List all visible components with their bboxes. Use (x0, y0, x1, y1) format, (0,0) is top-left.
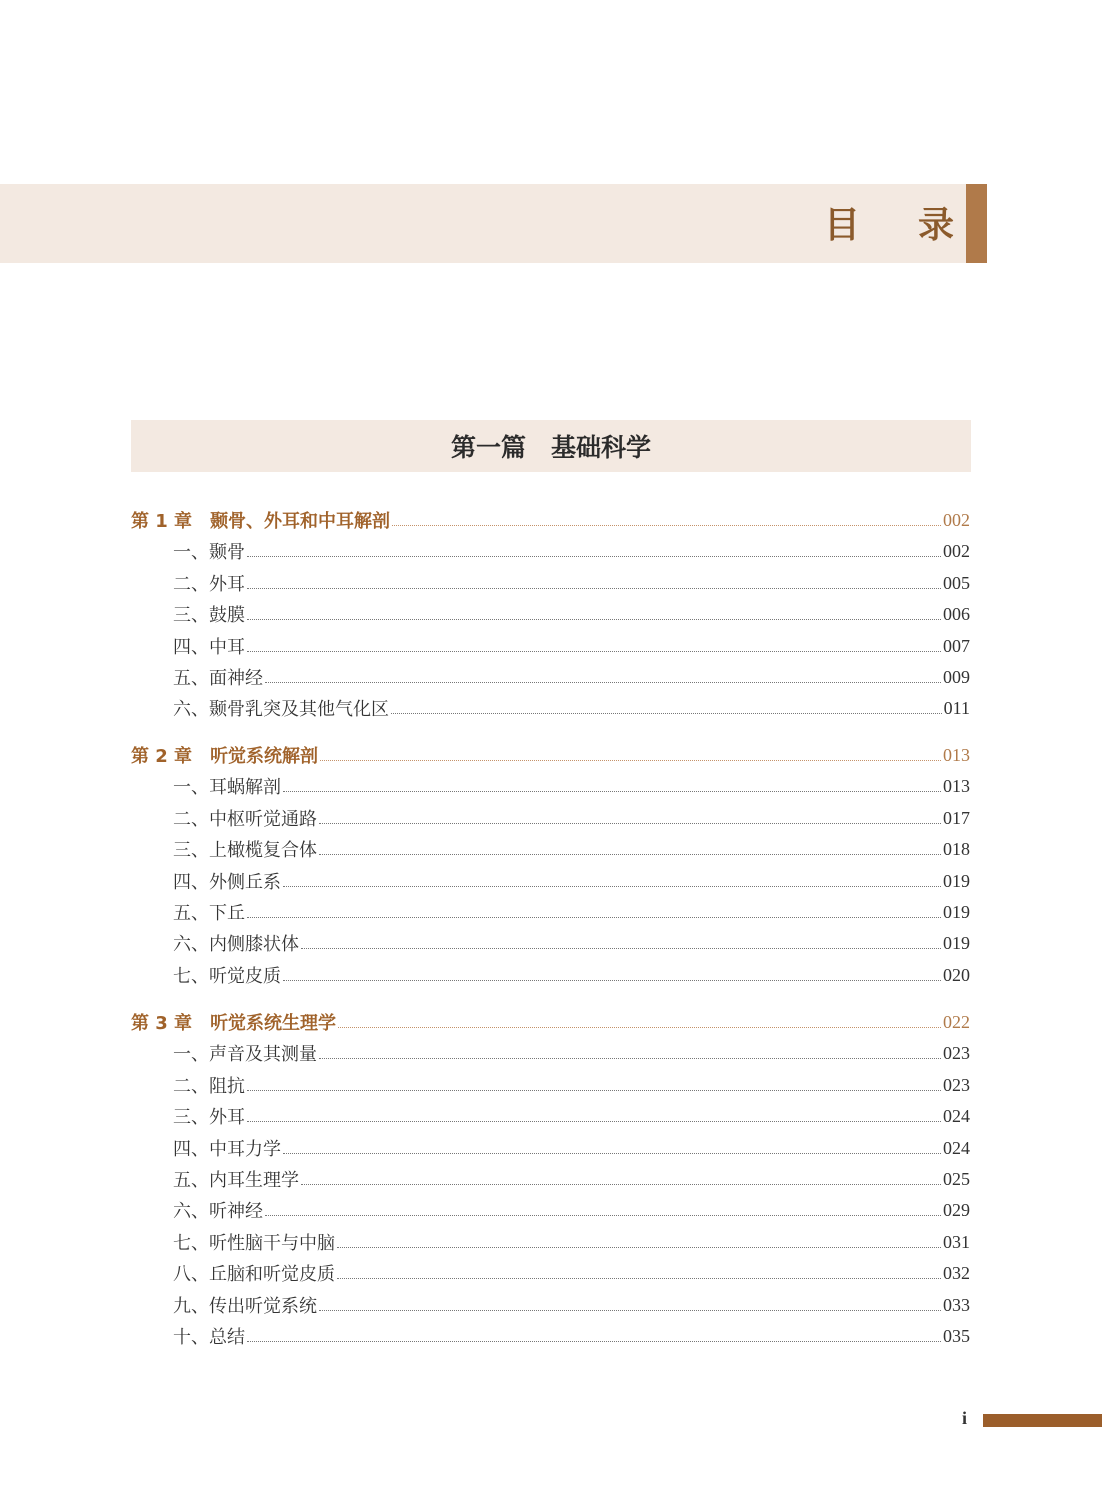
toc-section-entry[interactable] (173, 1072, 970, 1098)
toc-section-entry[interactable] (173, 1292, 970, 1318)
dot-leader (319, 823, 941, 824)
toc-section-entry[interactable] (173, 570, 970, 596)
toc-section-entry[interactable] (173, 1040, 970, 1066)
dot-leader (301, 1184, 941, 1185)
toc-section-entry[interactable] (173, 633, 970, 659)
section-page-number: 032 (943, 1262, 970, 1283)
dot-leader (391, 713, 942, 714)
dot-leader (247, 651, 941, 652)
section-page-number: 011 (943, 697, 970, 718)
dot-leader (301, 948, 941, 949)
chapter-label (131, 1009, 336, 1035)
section-title: 六、听神经 (173, 1201, 263, 1222)
dot-leader (319, 1310, 941, 1311)
footer-accent-bar (983, 1414, 1102, 1427)
chapter-title: 听觉系统生理学 (210, 1013, 337, 1034)
dot-leader (247, 588, 941, 589)
section-title: 二、阻抗 (173, 1076, 245, 1097)
section-page-number: 035 (943, 1325, 970, 1346)
section-title: 五、面神经 (173, 668, 263, 689)
section-page-number: 024 (943, 1137, 970, 1158)
chapter-page-number: 013 (943, 744, 970, 765)
section-title: 七、听觉皮质 (173, 966, 281, 987)
section-title: 五、内耳生理学 (173, 1170, 299, 1191)
dot-leader (247, 619, 941, 620)
dot-leader (283, 1153, 941, 1154)
section-title: 三、上橄榄复合体 (173, 840, 317, 861)
section-title: 九、传出听觉系统 (173, 1296, 317, 1317)
dot-leader (283, 886, 941, 887)
section-page-number: 013 (943, 775, 970, 796)
toc-section-entry[interactable] (173, 538, 970, 564)
toc-section-entry[interactable] (173, 664, 970, 690)
chapter-label (131, 507, 390, 533)
section-page-number: 009 (943, 666, 970, 687)
toc-section-entry[interactable] (173, 1135, 970, 1161)
chapter-number: 第 2 章 (131, 746, 193, 767)
section-title: 四、外侧丘系 (173, 872, 281, 893)
section-title: 二、外耳 (173, 574, 245, 595)
toc-section-entry[interactable] (173, 601, 970, 627)
dot-leader (319, 1058, 941, 1059)
section-page-number: 002 (943, 540, 970, 561)
toc-section-entry[interactable] (173, 695, 970, 721)
dot-leader (265, 1215, 941, 1216)
section-title: 一、耳蜗解剖 (173, 777, 281, 798)
dot-leader (247, 1341, 941, 1342)
toc-chapter-entry[interactable] (131, 1009, 970, 1035)
section-title: 四、中耳 (173, 637, 245, 658)
dot-leader (337, 1278, 941, 1279)
section-page-number: 007 (943, 635, 970, 656)
section-page-number: 020 (943, 964, 970, 985)
section-title: 二、中枢听觉通路 (173, 809, 317, 830)
dot-leader (392, 525, 941, 526)
dot-leader (319, 854, 941, 855)
section-page-number: 017 (943, 807, 970, 828)
dot-leader (338, 1027, 941, 1028)
dot-leader (320, 760, 941, 761)
chapter-page-number: 002 (943, 509, 970, 530)
toc-section-entry[interactable] (173, 836, 970, 862)
toc-section-entry[interactable] (173, 1229, 970, 1255)
section-title: 六、内侧膝状体 (173, 934, 299, 955)
section-title: 一、声音及其测量 (173, 1044, 317, 1065)
section-title: 七、听性脑干与中脑 (173, 1233, 335, 1254)
dot-leader (265, 682, 941, 683)
dot-leader (247, 917, 941, 918)
toc-section-entry[interactable] (173, 1260, 970, 1286)
chapter-number: 第 1 章 (131, 511, 193, 532)
toc-chapter-entry[interactable] (131, 742, 970, 768)
section-title: 八、丘脑和听觉皮质 (173, 1264, 335, 1285)
toc-chapter-entry[interactable] (131, 507, 970, 533)
toc-section-entry[interactable] (173, 773, 970, 799)
toc-section-entry[interactable] (173, 962, 970, 988)
part-title: 第一篇 基础科学 (450, 433, 651, 462)
toc-section-entry[interactable] (173, 1323, 970, 1349)
section-title: 三、鼓膜 (173, 605, 245, 626)
toc-section-entry[interactable] (173, 1197, 970, 1223)
dot-leader (247, 556, 941, 557)
toc-title-char-1: 目 (824, 203, 861, 246)
section-page-number: 019 (943, 870, 970, 891)
section-title: 一、颞骨 (173, 542, 245, 563)
section-page-number: 019 (943, 901, 970, 922)
section-page-number: 006 (943, 603, 970, 624)
toc-section-entry[interactable] (173, 930, 970, 956)
section-page-number: 031 (943, 1231, 970, 1252)
section-page-number: 018 (943, 838, 970, 859)
chapter-title: 听觉系统解剖 (210, 746, 319, 767)
section-title: 五、下丘 (173, 903, 245, 924)
dot-leader (283, 791, 941, 792)
section-page-number: 005 (943, 572, 970, 593)
toc-section-entry[interactable] (173, 805, 970, 831)
section-title: 三、外耳 (173, 1107, 245, 1128)
toc-title-char-2: 录 (917, 203, 954, 246)
toc-section-entry[interactable] (173, 1166, 970, 1192)
section-page-number: 024 (943, 1105, 970, 1126)
chapter-number: 第 3 章 (131, 1013, 193, 1034)
chapter-title: 颞骨、外耳和中耳解剖 (210, 511, 391, 532)
section-page-number: 029 (943, 1199, 970, 1220)
section-page-number: 033 (943, 1294, 970, 1315)
chapter-label (131, 742, 318, 768)
section-page-number: 025 (943, 1168, 970, 1189)
section-title: 十、总结 (173, 1327, 245, 1348)
chapter-page-number: 022 (943, 1011, 970, 1032)
section-title: 四、中耳力学 (173, 1139, 281, 1160)
dot-leader (283, 980, 941, 981)
page-number: i (962, 1408, 968, 1428)
dot-leader (247, 1090, 941, 1091)
section-page-number: 023 (943, 1074, 970, 1095)
dot-leader (337, 1247, 941, 1248)
section-title: 六、颞骨乳突及其他气化区 (173, 699, 389, 720)
section-page-number: 023 (943, 1042, 970, 1063)
section-page-number: 019 (943, 932, 970, 953)
dot-leader (247, 1121, 941, 1122)
toc-section-entry[interactable] (173, 1103, 970, 1129)
toc-section-entry[interactable] (173, 899, 970, 925)
toc-section-entry[interactable] (173, 868, 970, 894)
